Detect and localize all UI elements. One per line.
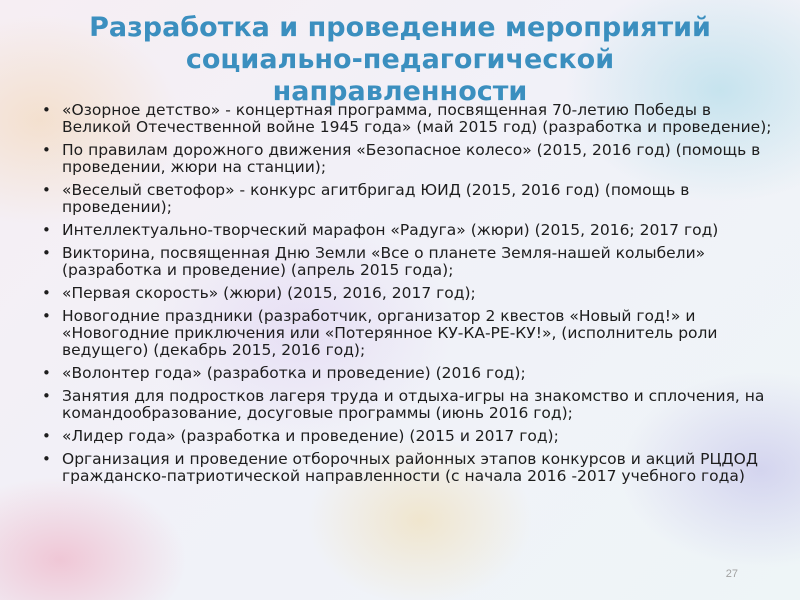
bullet: • xyxy=(42,387,51,405)
bullet: • xyxy=(42,427,51,445)
title-line: Разработка и проведение мероприятий xyxy=(89,12,711,43)
bullet: • xyxy=(42,141,51,159)
event-list xyxy=(26,102,778,491)
title-line: социально-педагогической xyxy=(185,44,615,75)
title-line: направленности xyxy=(272,76,528,107)
bullet: • xyxy=(42,181,51,199)
list-item xyxy=(26,222,778,239)
bullet: • xyxy=(42,307,51,325)
list-item xyxy=(26,308,778,359)
list-item-text: Новогодние праздники (разработчик, организатор 2 квестов «Новый год!» и «Новогодние приключения или «Потерянное КУ-КА-РЕ-КУ!», (исполнитель роли ведущего) (декабрь 2015, 2016 год); xyxy=(62,307,718,359)
slide-title xyxy=(0,12,800,108)
bullet: • xyxy=(42,284,51,302)
list-item xyxy=(26,285,778,302)
list-item-text: Организация и проведение отборочных районных этапов конкурсов и акций РЦДОД гражданско-патриотической направленности (с начала 2016 -2017 учебного года) xyxy=(62,450,758,485)
bullet: • xyxy=(42,450,51,468)
page-number: 27 xyxy=(725,568,738,580)
bullet: • xyxy=(42,244,51,262)
list-item-text: «Озорное детство» - концертная программа, посвященная 70-летию Победы в Великой Отечественной войне 1945 года» (май 2015 год) (разработка и проведение); xyxy=(62,101,772,136)
list-item-text: «Волонтер года» (разработка и проведение) (2016 год); xyxy=(62,364,526,382)
list-item-text: Викторина, посвященная Дню Земли «Все о планете Земля-нашей колыбели» (разработка и проведение) (апрель 2015 года); xyxy=(62,244,706,279)
list-item-text: «Веселый светофор» - конкурс агитбригад ЮИД (2015, 2016 год) (помощь в проведении); xyxy=(62,181,690,216)
list-item xyxy=(26,365,778,382)
list-item xyxy=(26,102,778,136)
bullet: • xyxy=(42,364,51,382)
list-item xyxy=(26,182,778,216)
bullet: • xyxy=(42,221,51,239)
list-item xyxy=(26,245,778,279)
list-item-text: «Лидер года» (разработка и проведение) (2015 и 2017 год); xyxy=(62,427,559,445)
list-item xyxy=(26,142,778,176)
list-item xyxy=(26,451,778,485)
list-item-text: «Первая скорость» (жюри) (2015, 2016, 2017 год); xyxy=(62,284,476,302)
list-item-text: По правилам дорожного движения «Безопасное колесо» (2015, 2016 год) (помощь в проведении, жюри на станции); xyxy=(62,141,761,176)
bullet: • xyxy=(42,101,51,119)
list-item xyxy=(26,428,778,445)
list-item xyxy=(26,388,778,422)
list-item-text: Интеллектуально-творческий марафон «Радуга» (жюри) (2015, 2016; 2017 год) xyxy=(62,221,719,239)
list-item-text: Занятия для подростков лагеря труда и отдыха-игры на знакомство и сплочения, на командообразование, досуговые программы (июнь 2016 год); xyxy=(62,387,765,422)
